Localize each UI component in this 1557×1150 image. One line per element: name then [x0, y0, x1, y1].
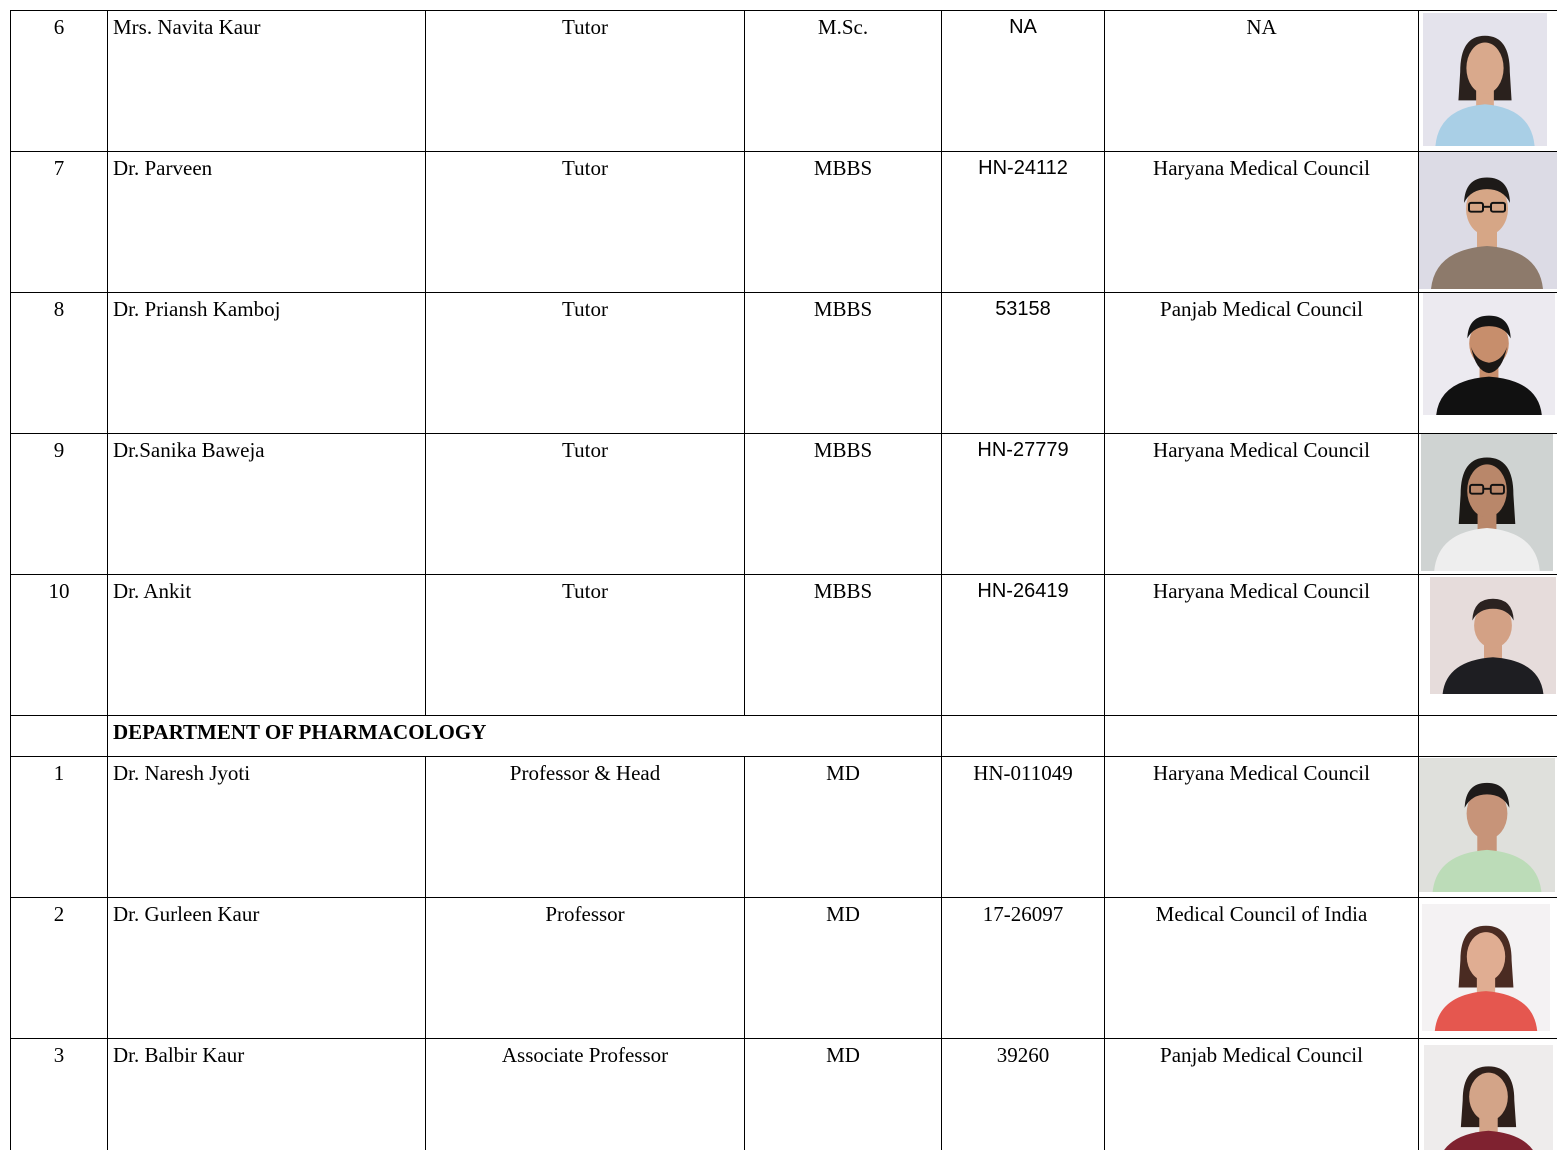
council-cell: Haryana Medical Council	[1105, 575, 1419, 716]
table-row	[11, 11, 1557, 152]
registration-number-cell: 39260	[942, 1039, 1105, 1150]
registration-number-cell: HN-24112	[942, 152, 1105, 293]
council-cell: Haryana Medical Council	[1105, 434, 1419, 575]
registration-number-cell: HN-011049	[942, 757, 1105, 898]
registration-number-cell: 17-26097	[942, 898, 1105, 1039]
empty-cell	[1419, 716, 1557, 757]
photo-cell	[1419, 575, 1557, 716]
female-portrait-photo	[1424, 1045, 1553, 1150]
designation-cell: Tutor	[426, 11, 745, 152]
serial-number-cell: 3	[11, 1039, 108, 1150]
serial-number-cell: 6	[11, 11, 108, 152]
male-portrait-photo	[1430, 577, 1556, 694]
table-row	[11, 1039, 1557, 1150]
serial-number-cell: 8	[11, 293, 108, 434]
registration-number-cell: HN-26419	[942, 575, 1105, 716]
male-portrait-photo	[1419, 152, 1557, 289]
council-cell: Panjab Medical Council	[1105, 293, 1419, 434]
table-row	[11, 757, 1557, 898]
serial-number-cell	[11, 716, 108, 757]
registration-number-cell: NA	[942, 11, 1105, 152]
designation-cell: Tutor	[426, 575, 745, 716]
registration-number-cell: HN-27779	[942, 434, 1105, 575]
male-portrait-photo	[1419, 758, 1555, 892]
council-cell: Haryana Medical Council	[1105, 152, 1419, 293]
table-row	[11, 434, 1557, 575]
male-portrait-photo	[1423, 293, 1555, 415]
qualification-cell: MBBS	[745, 434, 942, 575]
council-cell: NA	[1105, 11, 1419, 152]
council-cell: Haryana Medical Council	[1105, 757, 1419, 898]
photo-cell	[1419, 152, 1557, 293]
photo-cell	[1419, 1039, 1557, 1150]
qualification-cell: MBBS	[745, 575, 942, 716]
designation-cell: Professor	[426, 898, 745, 1039]
serial-number-cell: 2	[11, 898, 108, 1039]
female-portrait-photo	[1421, 434, 1553, 571]
female-portrait-photo	[1423, 13, 1547, 146]
name-cell: Dr. Balbir Kaur	[108, 1039, 426, 1150]
serial-number-cell: 1	[11, 757, 108, 898]
name-cell: Dr. Ankit	[108, 575, 426, 716]
faculty-table-body	[11, 11, 1557, 1150]
qualification-cell: MD	[745, 757, 942, 898]
registration-number-cell: 53158	[942, 293, 1105, 434]
designation-cell: Associate Professor	[426, 1039, 745, 1150]
faculty-sheet	[10, 10, 1557, 1150]
council-cell: Panjab Medical Council	[1105, 1039, 1419, 1150]
serial-number-cell: 7	[11, 152, 108, 293]
name-cell: Dr. Gurleen Kaur	[108, 898, 426, 1039]
qualification-cell: MD	[745, 1039, 942, 1150]
council-cell: Medical Council of India	[1105, 898, 1419, 1039]
photo-cell	[1419, 898, 1557, 1039]
photo-cell	[1419, 757, 1557, 898]
name-cell: Mrs. Navita Kaur	[108, 11, 426, 152]
designation-cell: Tutor	[426, 152, 745, 293]
empty-cell	[745, 716, 942, 757]
female-portrait-photo	[1422, 904, 1550, 1031]
serial-number-cell: 9	[11, 434, 108, 575]
department-header-row	[11, 716, 1557, 757]
photo-cell	[1419, 293, 1557, 434]
name-cell: Dr. Parveen	[108, 152, 426, 293]
table-row	[11, 575, 1557, 716]
name-cell: Dr. Naresh Jyoti	[108, 757, 426, 898]
table-row	[11, 898, 1557, 1039]
name-cell: Dr.Sanika Baweja	[108, 434, 426, 575]
photo-cell	[1419, 434, 1557, 575]
qualification-cell: MBBS	[745, 152, 942, 293]
qualification-cell: MD	[745, 898, 942, 1039]
photo-cell	[1419, 11, 1557, 152]
table-row	[11, 293, 1557, 434]
name-cell: Dr. Priansh Kamboj	[108, 293, 426, 434]
empty-cell	[1105, 716, 1419, 757]
table-row	[11, 152, 1557, 293]
empty-cell	[942, 716, 1105, 757]
qualification-cell: MBBS	[745, 293, 942, 434]
qualification-cell: M.Sc.	[745, 11, 942, 152]
designation-cell: Tutor	[426, 293, 745, 434]
faculty-table	[10, 10, 1557, 1150]
serial-number-cell: 10	[11, 575, 108, 716]
designation-cell: Professor & Head	[426, 757, 745, 898]
department-title: DEPARTMENT OF PHARMACOLOGY	[108, 716, 426, 757]
designation-cell: Tutor	[426, 434, 745, 575]
